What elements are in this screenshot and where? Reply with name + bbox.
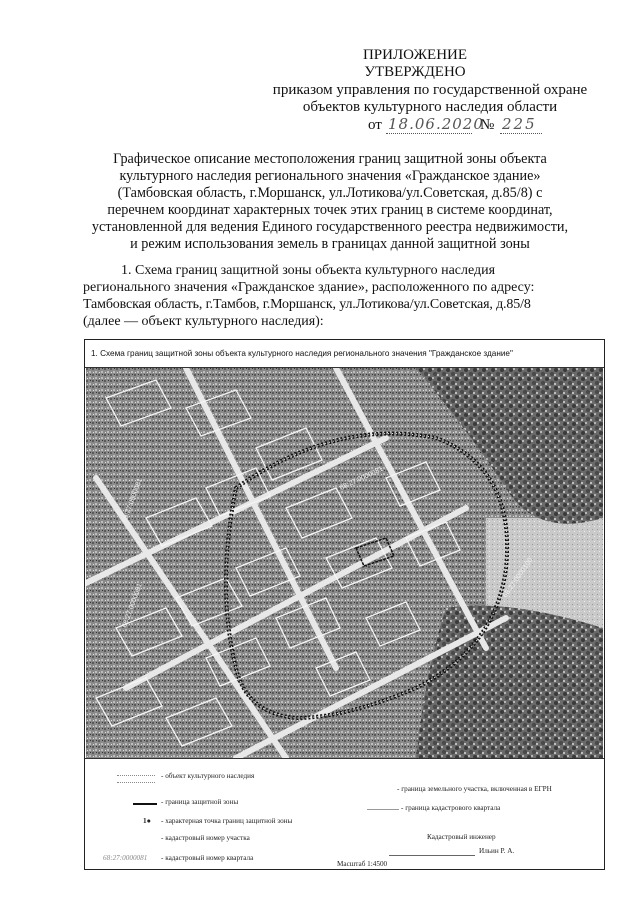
legend-zone-swatch <box>133 803 157 805</box>
figure-caption: 1. Схема границ защитной зоны объекта культурного наследия регионального значения "Гражданское здание" <box>91 349 513 358</box>
order-line-2: объектов культурного наследия области <box>302 99 558 115</box>
legend-quarter-text: - кадастровый номер квартала <box>161 854 254 862</box>
engineer-signature-line <box>389 855 475 856</box>
legend-quarter-border-text: - граница кадастрового квартала <box>401 804 501 812</box>
order-date: 18.06.2020 <box>388 115 484 133</box>
order-line-1: приказом управления по государственной охране <box>272 82 588 98</box>
legend-parcel-text: - кадастровый номер участка <box>161 834 250 842</box>
cadastral-map <box>86 368 603 758</box>
legend-object-swatch <box>117 775 155 783</box>
map-figure <box>84 339 605 870</box>
legend-land-border-text: - граница земельного участка, включенная в ЕГРН <box>397 785 552 793</box>
map-scale: Масштаб 1:4500 <box>337 860 388 868</box>
number-underline <box>500 133 542 134</box>
appendix-title: ПРИЛОЖЕНИЕ <box>362 47 468 63</box>
legend <box>85 759 604 869</box>
legend-quarter-border-swatch <box>367 809 399 810</box>
title-line-2: культурного наследия регионального значения «Гражданское здание» <box>119 168 541 184</box>
legend-quarter-sample: 68:27:0000081 <box>103 854 148 862</box>
tree-area-south-east <box>416 606 603 759</box>
quarter-label-c: 68:27:0000081 <box>121 582 144 629</box>
number-sign: № <box>480 117 495 133</box>
order-date-line <box>368 115 608 135</box>
paragraph-line-3: Тамбовская область, г.Тамбов, г.Моршанск, ул.Лотикова/ул.Советская, д.85/8 <box>83 297 531 312</box>
from-prefix: от <box>368 117 382 133</box>
quarter-label-d: 68:27:0000100 <box>501 556 535 600</box>
title-line-3: (Тамбовская область, г.Моршанск, ул.Лотикова/ул.Советская, д.85/8) с <box>117 185 543 201</box>
date-underline <box>386 133 472 134</box>
paragraph-line-1: 1. Схема границ защитной зоны объекта культурного наследия <box>121 263 496 278</box>
legend-point-marker: 1● <box>143 817 151 825</box>
legend-point-text: - характерная точка границ защитной зоны <box>161 817 293 825</box>
engineer-name: Ильин Р. А. <box>479 847 515 855</box>
paragraph-line-4: (далее — объект культурного наследия): <box>83 314 324 329</box>
title-line-5: установленной для ведения Единого государственного реестра недвижимости, <box>91 219 569 235</box>
title-line-1: Графическое описание местоположения границ защитной зоны объекта <box>113 151 547 167</box>
engineer-label: Кадастровый инженер <box>427 833 496 841</box>
legend-zone-text: - граница защитной зоны <box>161 798 239 806</box>
title-line-4: перечнем координат характерных точек этих границ в системе координат, <box>107 202 553 218</box>
legend-object-text: - объект культурного наследия <box>161 772 255 780</box>
section-paragraph <box>83 262 603 330</box>
quarter-label-b: 68:27:0000081 <box>121 477 144 524</box>
approved-label: УТВЕРЖДЕНО <box>364 64 466 80</box>
order-number: 225 <box>502 115 537 133</box>
title-line-6: и режим использования земель в границах данной защитной зоны <box>130 236 530 252</box>
quarter-label-a: 68:27:0000081 <box>338 465 385 492</box>
document-title <box>60 151 600 253</box>
paragraph-line-2: регионального значения «Гражданское здание», расположенного по адресу: <box>83 280 535 295</box>
